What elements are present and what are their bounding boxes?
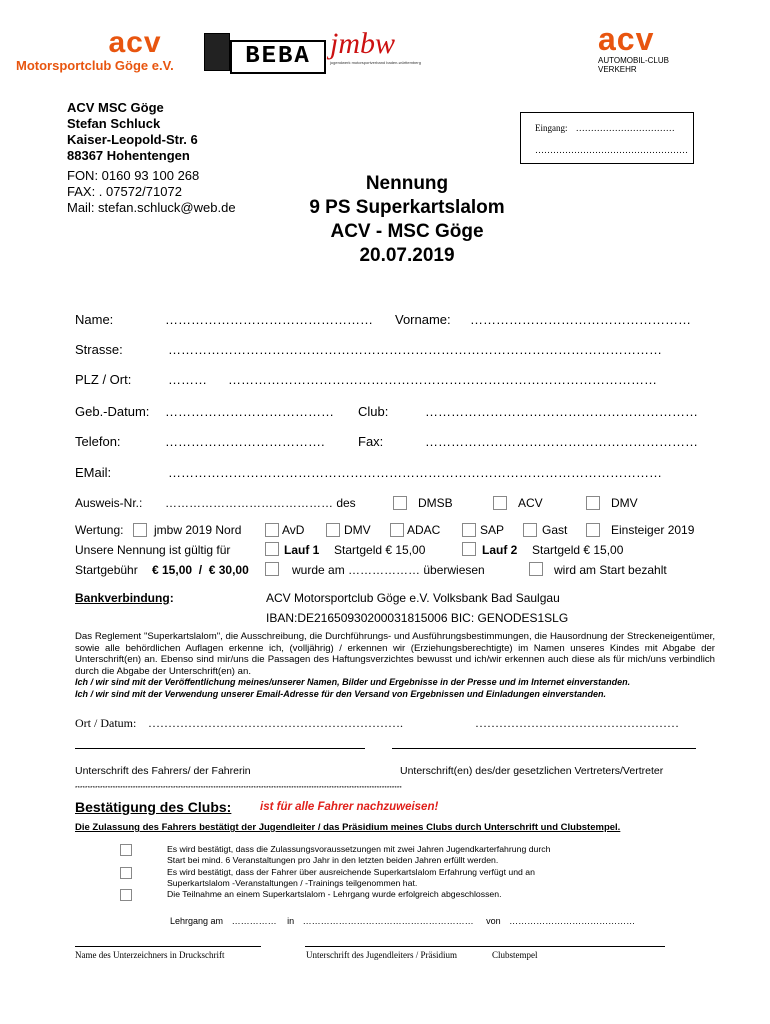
confirm-item-3: Die Teilnahme an einem Superkartslalom - Lehrgang wurde erfolgreich abgeschlossen. [167,889,502,900]
acv-checkbox[interactable] [493,496,507,510]
sender-address [67,100,236,216]
name-field[interactable]: ………………………………………… [165,312,373,327]
telefon-field[interactable]: ………………………………. [165,434,325,449]
dmsb-label: DMSB [418,496,453,510]
ort-field[interactable]: ………………………………………………………. [148,716,403,730]
adac-checkbox[interactable] [390,523,404,537]
wertung-label: Wertung: [75,523,124,537]
acv-brand-word: acv [598,21,655,57]
vorname-label: Vorname: [395,312,451,327]
acv-brand-line1: AUTOMOBIL-CLUB [598,56,669,65]
confirm-item-1b: Start bei mind. 6 Veranstaltungen pro Jahr in den letzten beiden Jahren erfüllt werden. [167,855,499,866]
bank-label-text: Bankverbindung [75,591,170,605]
bank-label-colon: : [169,591,174,605]
club-field[interactable]: ……………………………………………………… [425,404,698,419]
ausweis-label: Ausweis-Nr.: [75,496,143,510]
confirm-items [167,844,550,900]
confirm-item-2b: Superkartslalom -Veranstaltungen / -Trainings teilgenommen hat. [167,877,418,888]
dmv2-checkbox[interactable] [326,523,340,537]
einsteiger-label: Einsteiger 2019 [611,523,695,537]
legal-text [75,631,715,700]
telefon-label: Telefon: [75,434,121,449]
ort-field[interactable]: ……………………………………………………………………………………… [228,372,657,387]
document-title [280,172,534,268]
acv-brand-line2: VERKEHR [598,65,637,74]
jugendleiter-label: Unterschrift des Jugendleiters / Präsidium [306,950,457,960]
confirm-item-2a: Es wird bestätigt, dass der Fahrer über ausreichende Superkartslalom Erfahrung verfügt und an [167,866,535,877]
startgebuehr-amount: € 15,00 / € 30,00 [152,563,249,577]
confirm-checkbox-1[interactable] [120,844,132,856]
eingang-dots-2: …………………………………………… [535,145,688,155]
ueberwiesen-checkbox[interactable] [265,562,279,576]
jmbw-text: jmbw [330,27,396,60]
sap-checkbox[interactable] [462,523,476,537]
address-line-4: 88367 Hohentengen [67,148,190,163]
acv-brand-logo [598,21,698,74]
startgebuehr-label: Startgebühr [75,563,138,577]
oase-logo [204,33,230,71]
address-mail: Mail: stefan.schluck@web.de [67,200,236,215]
name-label: Name: [75,312,114,327]
fahrer-signature-label: Unterschrift des Fahrers/ der Fahrerin [75,765,251,777]
ueberwiesen-label: wurde am ……………… überwiesen [292,563,485,577]
avd-checkbox[interactable] [265,523,279,537]
legal-paragraph-3: Ich / wir sind mit der Verwendung unserer Email-Adresse für den Versand von Ergebnissen und Einladungen einverstanden. [75,688,606,699]
dmv-checkbox[interactable] [586,496,600,510]
ort-label: Ort / Datum: [75,716,137,730]
email-field[interactable]: …………………………………………………………………………………………………… [168,465,662,480]
title-line-1: Nennung [365,173,449,194]
title-line-2: 9 PS Superkartslalom [309,197,505,218]
clubstempel-label: Clubstempel [492,950,538,960]
confirm-note: ist für alle Fahrer nachzuweisen! [260,801,439,813]
adac-label: ADAC [407,523,441,537]
lehrgang-in-field[interactable]: ………………………………………………… [302,916,474,926]
address-line-2: Stefan Schluck [67,116,161,131]
lauf2-checkbox[interactable] [462,542,476,556]
address-line-3: Kaiser-Leopold-Str. 6 [67,132,198,147]
bank-label [75,591,174,605]
startgeld2-label: Startgeld € 15,00 [532,543,624,557]
plz-label: PLZ / Ort: [75,372,132,387]
vertreter-signature-label: Unterschrift(en) des/der gesetzlichen Vertreters/Vertreter [400,765,664,777]
startgeld1-label: Startgeld € 15,00 [334,543,426,557]
lauf1-label: Lauf 1 [284,543,320,557]
confirm-subtitle: Die Zulassung des Fahrers bestätigt der Jugendleiter / das Präsidium meines Clubs durch Unterschrift und Clubstempel. [75,822,621,833]
email-label: EMail: [75,465,112,480]
einsteiger-checkbox[interactable] [586,523,600,537]
beba-logo [230,40,326,74]
gast-checkbox[interactable] [523,523,537,537]
address-fon: FON: 0160 93 100 268 [67,168,200,183]
eingang-label: Eingang: [535,123,568,133]
jmbw-label: jmbw 2019 Nord [154,523,242,537]
confirm-checkbox-2[interactable] [120,867,132,879]
ausweis-field[interactable]: …………………………………… des [165,496,356,510]
lehrgang-in-label: in [287,916,295,926]
eingang-dots: …………………………… [575,123,675,133]
sap-label: SAP [480,523,505,537]
avd-label: AvD [282,523,305,537]
geb-label: Geb.-Datum: [75,404,150,419]
eingang-box [520,112,694,164]
fax-label: Fax: [358,434,384,449]
club-logo-word: acv [108,26,162,59]
club-logo-name: Motorsportclub Göge e.V. [16,58,174,73]
fahrer-signature-line[interactable] [75,748,365,749]
geb-field[interactable]: ………………………………… [165,404,334,419]
jugendleiter-line[interactable] [305,946,665,947]
lehrgang-von-field[interactable]: …………………………………… [509,916,636,926]
acv-label: ACV [518,496,543,510]
dmsb-checkbox[interactable] [393,496,407,510]
strasse-field[interactable]: …………………………………………………………………………………………………… [168,342,662,357]
confirm-item-1a: Es wird bestätigt, dass die Zulassungsvoraussetzungen mit zwei Jahren Jugendkarterfahrung durch [167,844,551,854]
ort-field-2[interactable]: …………………………………………… [475,716,679,730]
separator-stars: ********************************************************************************************************************************** [75,786,402,792]
gast-label: Gast [542,523,568,537]
lehrgang-field[interactable]: …………… [231,916,277,926]
vertreter-signature-line[interactable] [392,748,696,749]
lehrgang-label: Lehrgang am [170,916,224,926]
start-bezahlt-label: wird am Start bezahlt [554,563,667,577]
lehrgang-row [170,916,635,926]
confirm-checkbox-3[interactable] [120,889,132,901]
name-print-label: Name des Unterzeichners in Druckschrift [75,950,225,960]
jmbw-subtext: jugendwerk motorsportverband baden-württemberg [330,60,421,65]
vorname-field[interactable]: …………………………………………… [470,312,691,327]
strasse-label: Strasse: [75,342,123,357]
club-logo [16,26,200,73]
dmv2-label: DMV [344,523,371,537]
jmbw-checkbox[interactable] [133,523,147,537]
beba-text: BEBA [245,43,311,70]
legal-paragraph-1: Das Reglement "Superkartslalom", die Ausschreibung, die Durchführungs- und Ausführungsbestimmungen, die Hausordnung der Streckeneigentümer, sowie alle behördlichen Auflagen erkenne ich, (volljährig) / erkennen wir (Erziehungsberechtigte) im Namen unseres Kindes mit Abgabe der Unterschrift(en) an. Ebenso sind mir/uns die Passagen des Haftungsverzichtes bewusst und ich/wir erkennen auch diese als für mich/uns verbindlich durch die Abgabe der Unterschrift(en) an. [75,631,715,677]
address-fax: FAX: . 07572/71072 [67,184,182,199]
plz-field[interactable]: ……… [168,372,207,387]
bank-line-2: IBAN:DE21650930200031815006 BIC: GENODES1SLG [266,611,569,625]
lauf1-checkbox[interactable] [265,542,279,556]
gueltig-label: Unsere Nennung ist gültig für [75,543,231,557]
fax-field[interactable]: ……………………………………………………… [425,434,698,449]
start-bezahlt-checkbox[interactable] [529,562,543,576]
name-print-line[interactable] [75,946,261,947]
legal-paragraph-2: Ich / wir sind mit der Veröffentlichung meines/unserer Namen, Bilder und Ergebnisse in der Presse und im Internet einverstanden. [75,677,631,687]
dmv-label: DMV [611,496,638,510]
bank-line-1: ACV Motorsportclub Göge e.V. Volksbank Bad Saulgau [266,591,560,605]
jmbw-logo [330,28,430,65]
title-line-3: ACV - MSC Göge [330,221,484,242]
title-line-4: 20.07.2019 [359,245,455,266]
confirm-title: Bestätigung des Clubs: [75,799,232,815]
lauf2-label: Lauf 2 [482,543,518,557]
club-label: Club: [358,404,389,419]
address-line-1: ACV MSC Göge [67,100,164,115]
lehrgang-von-label: von [486,916,501,926]
